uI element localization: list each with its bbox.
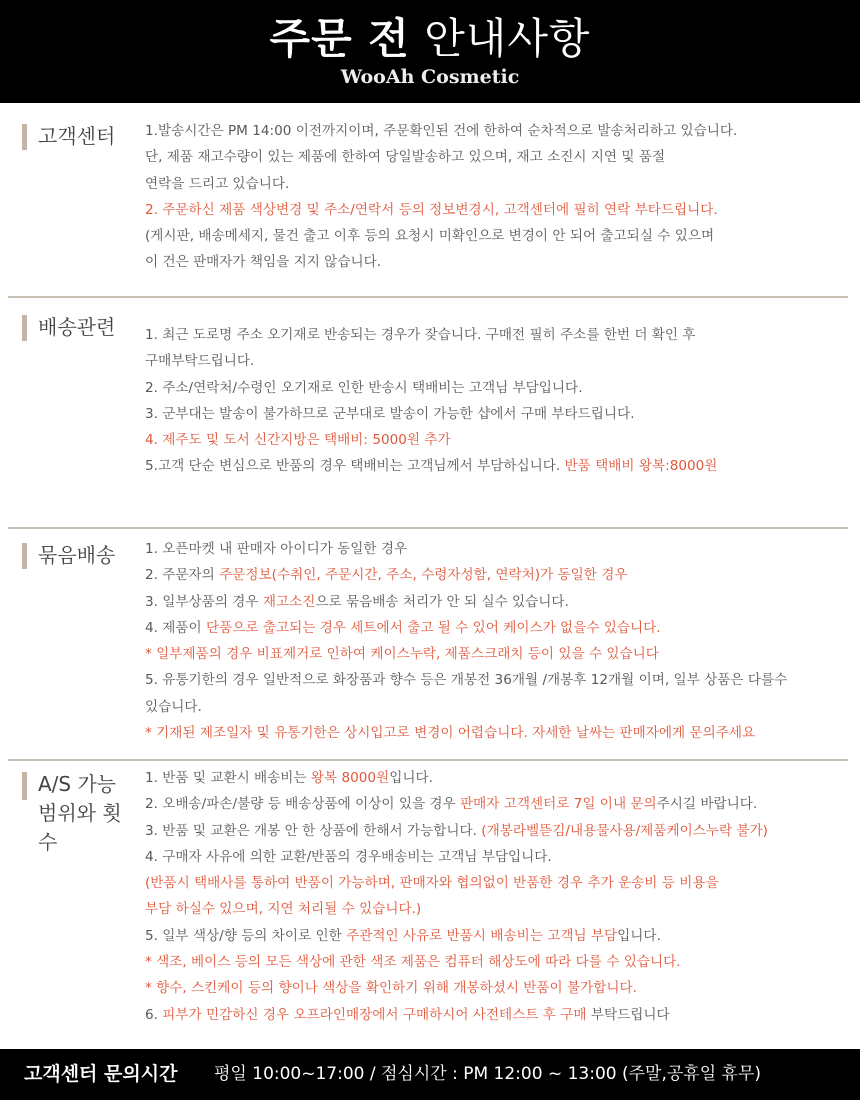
notice-text: 연락을 드리고 있습니다.: [145, 175, 290, 192]
notice-line: [145, 923, 850, 949]
highlight-text: 피부가 민감하신 경우 오프라인매장에서 구매하시어 사전테스트 후 구매: [162, 1006, 587, 1023]
section-divider: [8, 527, 848, 529]
notice-line: [145, 870, 850, 896]
notice-line: [145, 765, 850, 791]
section-title-text: 배송관련: [38, 315, 116, 339]
highlight-text: 반품 택배비 왕복:8000원: [564, 458, 718, 475]
highlight-text: 판매자 고객센터로 7일 이내 문의: [460, 796, 657, 813]
notice-line: [145, 171, 850, 197]
notice-line: [145, 791, 850, 817]
page-title-rest: 안내사항: [424, 14, 591, 63]
notice-line: [145, 375, 850, 401]
section-title-bundle: [22, 541, 115, 570]
notice-line: [145, 694, 850, 720]
notice-text: 1. 최근 도로명 주소 오기재로 반송되는 경우가 잦습니다. 구매전 필히 주소를 한번 더 확인 후: [145, 327, 696, 343]
notice-text: 2. 주문자의: [145, 567, 220, 584]
notice-text: 6.: [145, 1006, 163, 1023]
footer-label: 고객센터 문의시간: [24, 1063, 178, 1085]
notice-text: 1. 반품 및 교환시 배송비는: [145, 770, 311, 786]
notice-line: [145, 144, 850, 170]
notice-line: [145, 562, 850, 588]
notice-line: [145, 615, 850, 641]
notice-text: 3. 군부대는 발송이 불가하므로 군부대로 발송이 가능한 샵에서 구매 부타드립니다.: [145, 405, 635, 422]
highlight-text: 2. 주문하신 제품 색상변경 및 주소/연락서 등의 정보변경시, 고객센터에 필히 연락 부타드립니다.: [145, 201, 718, 218]
notice-text: 이 건은 판매자가 책임을 지지 않습니다.: [145, 254, 382, 271]
notice-line: [145, 589, 850, 615]
section-lines-customer-center: [145, 118, 850, 276]
section-marker: [22, 543, 27, 569]
section-lines-shipping: [145, 322, 850, 480]
highlight-text: * 향수, 스킨케이 등의 향이나 색상을 확인하기 위해 개봉하셨시 반품이 불가합니다.: [145, 980, 637, 997]
notice-text: 2. 오배송/파손/불량 등 배송상품에 이상이 있을 경우: [145, 796, 461, 813]
notice-line: [145, 249, 850, 275]
section-title-as: [22, 770, 122, 857]
highlight-text: * 색조, 베이스 등의 모든 색상에 관한 색조 제품은 컴퓨터 해상도에 따라 다를 수 있습니다.: [145, 954, 681, 971]
notice-line: [145, 896, 850, 922]
notice-text: 3. 일부상품의 경우: [145, 593, 263, 610]
highlight-text: * 일부제품의 경우 비표제거로 인하여 케이스누락, 제품스크래치 등이 있을 수 있습니다: [145, 646, 659, 663]
notice-text: 단, 제품 재고수량이 있는 제품에 한하여 당일발송하고 있으며, 재고 소진시 지연 및 품절: [145, 149, 666, 166]
notice-text: 4. 제품이: [145, 619, 207, 636]
section-marker: [22, 124, 27, 150]
notice-line: [145, 322, 850, 348]
notice-line: [145, 818, 850, 844]
notice-line: [145, 720, 850, 746]
section-title-line: 수: [38, 830, 58, 854]
notice-line: [145, 975, 850, 1001]
notice-line: [145, 1002, 850, 1028]
section-title-text: 고객센터: [38, 124, 116, 148]
section-marker: [22, 772, 27, 800]
notice-text: 5. 일부 색상/향 등의 차이로 인한: [145, 927, 347, 944]
section-divider: [8, 296, 848, 298]
highlight-text: (개봉라벨뜯김/내용물사용/제품케이스누락 불가): [481, 822, 768, 839]
notice-line: [145, 223, 850, 249]
brand-name: WooAh Cosmetic: [340, 66, 520, 88]
section-title-text: 묶음배송: [38, 543, 116, 567]
notice-text: 부탁드립니다: [586, 1006, 670, 1023]
page-footer: [0, 1049, 860, 1100]
notice-line: [145, 949, 850, 975]
highlight-text: 주문정보(수취인, 주문시간, 주소, 수령자성함, 연락처)가 동일한 경우: [219, 567, 628, 584]
section-divider: [8, 759, 848, 761]
notice-line: [145, 844, 850, 870]
notice-text: 2. 주소/연락처/수령인 오기재로 인한 반송시 택배비는 고객님 부담입니다.: [145, 379, 583, 396]
notice-text: 입니다.: [617, 927, 661, 944]
footer-hours: 평일 10:00~17:00 / 점심시간 : PM 12:00 ~ 13:00 (주말,공휴일 휴무): [214, 1064, 762, 1084]
notice-text: 5.고객 단순 변심으로 반품의 경우 택배비는 고객님께서 부담하십니다.: [145, 458, 565, 475]
notice-text: (게시판, 배송메세지, 물건 출고 이후 등의 요청시 미확인으로 변경이 안 되어 출고되실 수 있으며: [145, 228, 715, 245]
page-header: [0, 0, 860, 103]
section-title-line: A/S 가능: [38, 772, 117, 796]
notice-line: [145, 453, 850, 479]
notice-text: 1.발송시간은 PM 14:00 이전까지이며, 주문확인된 건에 한하여 순차적으로 발송처리하고 있습니다.: [145, 123, 738, 139]
notice-text: 구매부탁드립니다.: [145, 353, 255, 370]
notice-text: 4. 구매자 사유에 의한 교환/반품의 경우배송비는 고객님 부담입니다.: [145, 848, 552, 865]
notice-line: [145, 401, 850, 427]
highlight-text: 주관적인 사유로 반품시 배송비는 고객님 부담: [346, 927, 618, 944]
section-title-customer-center: [22, 122, 115, 151]
notice-text: 으로 묶음배송 처리가 안 되 실수 있습니다.: [315, 593, 569, 610]
highlight-text: 왕복 8000원: [310, 770, 390, 786]
notice-line: [145, 536, 850, 562]
section-marker: [22, 315, 27, 341]
notice-line: [145, 667, 850, 693]
notice-line: [145, 197, 850, 223]
section-title-shipping: [22, 313, 115, 342]
notice-text: 1. 오픈마켓 내 판매자 아이디가 동일한 경우: [145, 541, 408, 557]
section-lines-as: [145, 765, 850, 1028]
section-title-line: 범위와 횟: [38, 801, 122, 825]
section-lines-bundle: [145, 536, 850, 746]
highlight-text: 재고소진: [262, 593, 316, 610]
notice-line: [145, 348, 850, 374]
page-title-bold: 주문 전: [269, 14, 410, 63]
highlight-text: 4. 제주도 및 도서 신간지방은 택배비: 5000원 추가: [145, 432, 451, 449]
notice-line: [145, 641, 850, 667]
notice-text: 5. 유통기한의 경우 일반적으로 화장품과 향수 등은 개봉전 36개월 /개봉후 12개월 이며, 일부 상품은 다를수: [145, 672, 788, 689]
highlight-text: (반품시 택배사를 통하여 반품이 가능하며, 판매자와 협의없이 반품한 경우 추가 운송비 등 비용을: [145, 875, 719, 892]
notice-text: 있습니다.: [145, 698, 202, 715]
notice-text: 3. 반품 및 교환은 개봉 안 한 상품에 한해서 가능합니다.: [145, 822, 482, 839]
notice-text: 입니다.: [389, 770, 433, 786]
page-title: [0, 6, 860, 66]
highlight-text: 단품으로 출고되는 경우 세트에서 출고 될 수 있어 케이스가 없을수 있습니다.: [206, 619, 661, 636]
highlight-text: * 기재된 제조일자 및 유통기한은 상시입고로 변경이 어렵습니다. 자세한 날싸는 판매자에게 문의주세요: [145, 725, 756, 742]
highlight-text: 부담 하실수 있으며, 지연 처리될 수 있습니다.): [145, 901, 422, 918]
notice-line: [145, 118, 850, 144]
notice-line: [145, 427, 850, 453]
notice-text: 주시길 바랍니다.: [656, 796, 758, 813]
